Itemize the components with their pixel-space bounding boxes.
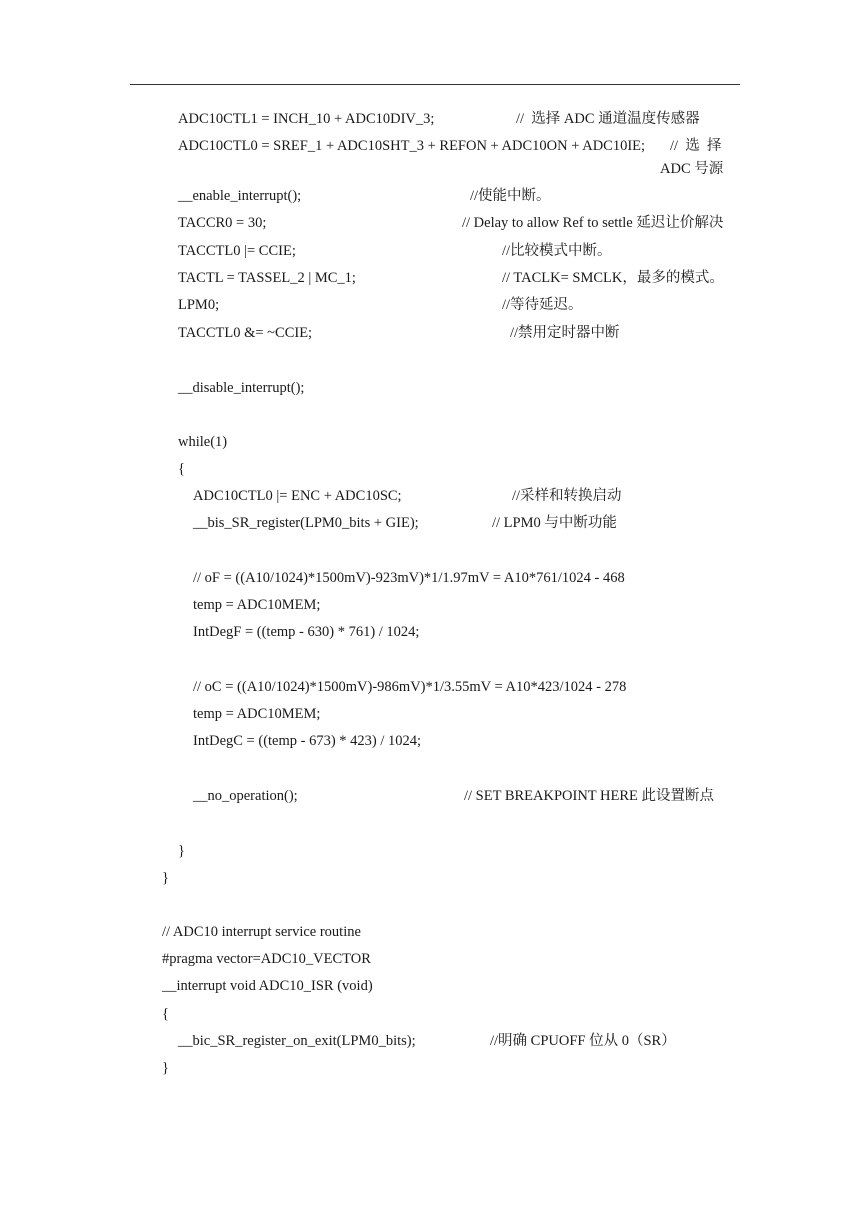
code-comment: ADC 号源	[660, 161, 724, 177]
code-line: // oC = ((A10/1024)*1500mV)-986mV)*1/3.55mV = A10*423/1024 - 278	[193, 679, 627, 695]
code-comment: //比较模式中断。	[502, 243, 612, 259]
code-line: __bis_SR_register(LPM0_bits + GIE);	[193, 515, 419, 531]
code-line: __enable_interrupt();	[178, 188, 302, 204]
code-line: {	[178, 461, 185, 477]
code-line: LPM0;	[178, 297, 220, 313]
code-line: ADC10CTL1 = INCH_10 + ADC10DIV_3;	[178, 111, 435, 127]
code-comment: //禁用定时器中断	[510, 325, 620, 341]
code-line: }	[162, 1060, 169, 1076]
code-comment: // LPM0 与中断功能	[492, 515, 617, 531]
code-line: #pragma vector=ADC10_VECTOR	[162, 951, 371, 967]
code-line: __disable_interrupt();	[178, 380, 305, 396]
code-line: TACCR0 = 30;	[178, 215, 267, 231]
code-comment: // 选择 ADC 通道温度传感器	[516, 111, 700, 127]
code-line: IntDegC = ((temp - 673) * 423) / 1024;	[193, 733, 422, 749]
code-comment: //明确 CPUOFF 位从 0（SR）	[490, 1033, 676, 1049]
code-line: __interrupt void ADC10_ISR (void)	[162, 978, 373, 994]
code-comment: // Delay to allow Ref to settle 延迟让价解决	[462, 215, 724, 231]
code-comment: //采样和转换启动	[512, 488, 622, 504]
code-line: TACTL = TASSEL_2 | MC_1;	[178, 270, 356, 286]
code-line: while(1)	[178, 434, 228, 450]
code-line: temp = ADC10MEM;	[193, 706, 321, 722]
code-line: ADC10CTL0 = SREF_1 + ADC10SHT_3 + REFON + ADC10ON + ADC10IE;	[178, 138, 646, 154]
code-comment: // SET BREAKPOINT HERE 此设置断点	[464, 788, 715, 804]
code-line: temp = ADC10MEM;	[193, 597, 321, 613]
code-comment: //等待延迟。	[502, 297, 583, 313]
code-line: __no_operation();	[193, 788, 298, 804]
code-line: IntDegF = ((temp - 630) * 761) / 1024;	[193, 624, 420, 640]
code-line: __bic_SR_register_on_exit(LPM0_bits);	[178, 1033, 416, 1049]
code-line: }	[162, 870, 169, 886]
code-comment: // 选 择	[670, 138, 722, 154]
code-line: TACCTL0 |= CCIE;	[178, 243, 296, 259]
code-line: {	[162, 1006, 169, 1022]
code-line: ADC10CTL0 |= ENC + ADC10SC;	[193, 488, 402, 504]
code-line: // ADC10 interrupt service routine	[162, 924, 361, 940]
code-line: }	[178, 843, 185, 859]
code-line: TACCTL0 &= ~CCIE;	[178, 325, 313, 341]
code-line: // oF = ((A10/1024)*1500mV)-923mV)*1/1.97mV = A10*761/1024 - 468	[193, 570, 625, 586]
code-comment: // TACLK= SMCLK，最多的模式。	[502, 270, 724, 286]
header-rule	[130, 84, 740, 85]
code-comment: //使能中断。	[470, 188, 551, 204]
